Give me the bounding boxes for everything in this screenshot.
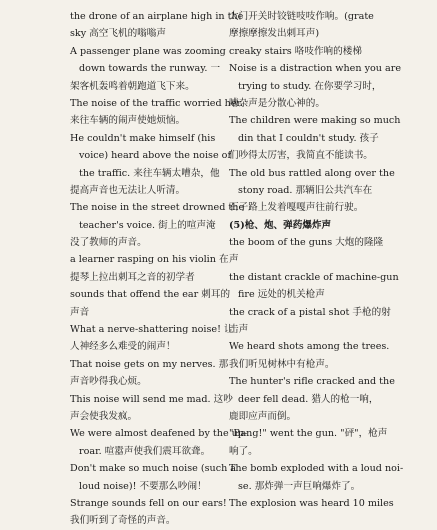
text-line: The hunter's rifle cracked and the xyxy=(229,376,395,388)
text-line: The explosion was heard 10 miles xyxy=(229,497,394,509)
text-line: fire 远处的机关枪声 xyxy=(238,289,325,301)
text-line: 声音 xyxy=(70,306,90,318)
text-line: din that I couldn't study. 孩子 xyxy=(238,132,379,144)
text-line: se. 那炸弹一声巨响爆炸了。 xyxy=(238,480,361,492)
text-line: We heard shots among the trees. xyxy=(229,341,390,353)
text-line: The bomb exploded with a loud noi- xyxy=(229,463,404,475)
text-line: "Bang!" went the gun. "砰"，枪声 xyxy=(229,428,388,440)
text-line: stony road. 那辆旧公共汽车在 xyxy=(238,184,373,196)
text-line: deer fell dead. 猎人的枪一响， xyxy=(238,393,379,405)
text-line: The children were making so much xyxy=(229,115,401,127)
text-line: the traffic. 来往车辆太嘈杂，他 xyxy=(79,167,220,179)
text-line: 人神经多么难受的闹声！ xyxy=(70,341,176,353)
right-column xyxy=(229,8,404,512)
text-line: voice) heard above the noise of xyxy=(79,150,232,162)
text-line: Noise is a distraction when you are xyxy=(229,63,401,75)
text-line: loud noise)! 不要那么吵闹！ xyxy=(79,480,207,492)
text-line: That noise gets on my nerves. 那 xyxy=(70,358,229,370)
text-line: 提高声音也无法让人听清。 xyxy=(70,184,186,196)
text-line: sounds that offend the ear 刺耳的 xyxy=(70,289,231,301)
text-line: 提琴上拉出刺耳之音的初学者 xyxy=(70,271,195,283)
text-line: 我们听到了奇怪的声音。 xyxy=(70,515,176,527)
text-line: sky 高空飞机的嗡嗡声 xyxy=(70,28,166,40)
text-line: 声会使我发疯。 xyxy=(70,410,138,422)
text-line: 架客机轰鸣着朝跑道飞下来。 xyxy=(70,80,195,92)
text-line: The noise in the street drowned the xyxy=(70,202,245,214)
text-line: 来往车辆的闹声使她烦恼。 xyxy=(70,115,186,127)
text-line: The old bus rattled along over the xyxy=(229,167,395,179)
text-line: roar. 喧嚣声使我们震耳欲聋。 xyxy=(79,445,211,457)
text-line: 我们听见树林中有枪声。 xyxy=(229,358,335,370)
text-line: 石子路上发着嘎嘎声往前行驶。 xyxy=(229,202,364,214)
text-line: 鹿即应声而倒。 xyxy=(229,410,297,422)
text-line: the boom of the guns 大炮的隆隆 xyxy=(229,237,384,249)
text-line: 声 xyxy=(229,254,239,266)
text-line: This noise will send me mad. 这吵 xyxy=(70,393,233,405)
text-line: trying to study. 在你要学习时， xyxy=(238,80,382,92)
text-line: down towards the runway. 一 xyxy=(79,63,221,75)
text-line: 们吵得太厉害，我简直不能读书。 xyxy=(229,150,373,162)
section-heading: (5)枪、炮、弹药爆炸声 xyxy=(229,219,332,231)
text-line: the crack of a pistal shot 手枪的射 xyxy=(229,306,391,318)
text-line: What a nerve-shattering noise! 让 xyxy=(70,324,234,336)
text-line: the drone of an airplane high in the xyxy=(70,11,244,22)
text-line: A passenger plane was zooming xyxy=(70,45,226,57)
text-line: teacher's voice. 街上的喧声淹 xyxy=(79,219,216,231)
text-line: 没了教师的声音。 xyxy=(70,237,147,249)
text-line: The noise of the traffic worried her. xyxy=(70,97,244,109)
text-line: 击声 xyxy=(229,324,249,336)
text-line: a learner rasping on his violin 在 xyxy=(70,254,229,266)
text-line: We were almost deafened by the up- xyxy=(70,428,248,440)
text-line: 大门开关时铰链吱吱作响。(grate xyxy=(229,11,374,22)
text-line: the distant crackle of machine-gun xyxy=(229,271,399,283)
text-line: 嘈杂声是分散心神的。 xyxy=(229,97,325,109)
text-line: He couldn't make himself (his xyxy=(70,132,216,144)
text-line: Strange sounds fell on our ears! xyxy=(70,497,227,509)
text-line: 响了。 xyxy=(229,445,258,457)
text-line: Don't make so much noise (such a xyxy=(70,463,237,475)
text-line: creaky stairs 咯吱作响的楼梯 xyxy=(229,45,362,57)
text-line: 声音吵得我心烦。 xyxy=(70,376,147,388)
text-line: 摩擦摩擦发出刺耳声) xyxy=(229,28,320,40)
